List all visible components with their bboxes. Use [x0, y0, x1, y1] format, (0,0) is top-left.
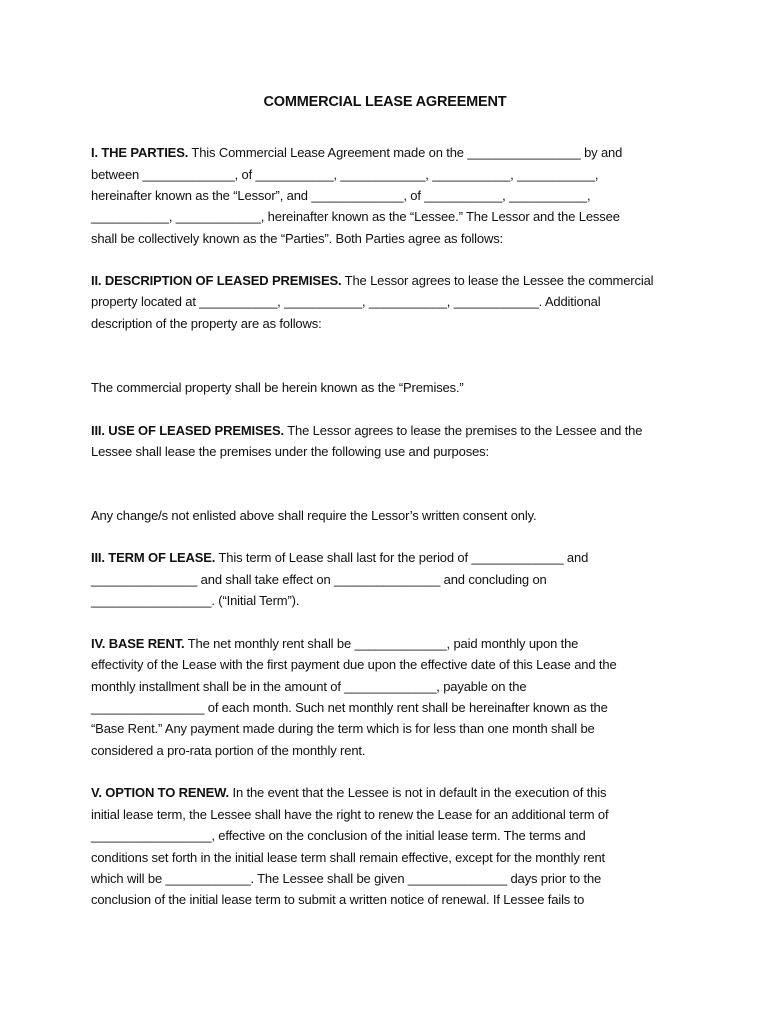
use-line-1: [91, 422, 642, 440]
use-line-2: Lessee shall lease the premises under the following use and purposes:: [91, 444, 489, 459]
description-line-2: property located at ___________, ___________, ___________, ____________. Additional: [91, 294, 601, 309]
description-line-4: The commercial property shall be herein known as the “Premises.”: [91, 380, 464, 395]
term-line-2: _______________ and shall take effect on _______________ and concluding on: [91, 572, 547, 587]
term-text-1: This term of Lease shall last for the period of _____________ and: [215, 550, 589, 565]
renew-line-6: conclusion of the initial lease term to submit a written notice of renewal. If Lessee fails to: [91, 892, 585, 907]
parties-heading: I. THE PARTIES.: [91, 145, 189, 160]
rent-line-6: considered a pro-rata portion of the monthly rent.: [91, 743, 366, 758]
term-heading: III. TERM OF LEASE.: [91, 550, 216, 565]
use-line-3: Any change/s not enlisted above shall require the Lessor’s written consent only.: [91, 508, 537, 523]
parties-line-5: shall be collectively known as the “Parties”. Both Parties agree as follows:: [91, 231, 504, 246]
parties-line-2: between _____________, of ___________, ____________, ___________, ___________,: [91, 167, 599, 182]
renew-heading: V. OPTION TO RENEW.: [91, 785, 230, 800]
parties-line-3: hereinafter known as the “Lessor”, and _____________, of ___________, ___________,: [91, 188, 591, 203]
rent-line-3: monthly installment shall be in the amount of _____________, payable on the: [91, 679, 527, 694]
description-line-1: [91, 272, 653, 290]
rent-line-5: “Base Rent.” Any payment made during the term which is for less than one month shall be: [91, 721, 595, 736]
parties-line-4: ___________, ____________, hereinafter known as the “Lessee.” The Lessor and the Lessee: [91, 209, 620, 224]
parties-line-1: [91, 144, 622, 162]
page-title: COMMERCIAL LEASE AGREEMENT: [263, 94, 507, 110]
term-line-3: _________________. (“Initial Term”).: [91, 593, 300, 608]
renew-line-2: initial lease term, the Lessee shall have the right to renew the Lease for an additional term of: [91, 807, 609, 822]
use-text-1: The Lessor agrees to lease the premises to the Lessee and the: [284, 423, 643, 438]
description-line-3: description of the property are as follows:: [91, 316, 322, 331]
renew-line-3: _________________, effective on the conclusion of the initial lease term. The terms and: [91, 828, 586, 843]
use-heading: III. USE OF LEASED PREMISES.: [91, 423, 285, 438]
renew-line-1: [91, 784, 606, 802]
description-heading: II. DESCRIPTION OF LEASED PREMISES.: [91, 273, 342, 288]
rent-line-4: ________________ of each month. Such net monthly rent shall be hereinafter known as the: [91, 700, 608, 715]
rent-heading: IV. BASE RENT.: [91, 636, 185, 651]
term-line-1: [91, 549, 588, 567]
rent-line-2: effectivity of the Lease with the first payment due upon the effective date of this Lease and the: [91, 657, 617, 672]
rent-line-1: [91, 635, 578, 653]
parties-text-1: This Commercial Lease Agreement made on the ________________ by and: [188, 145, 623, 160]
description-text-1: The Lessor agrees to lease the Lessee the commercial: [341, 273, 654, 288]
rent-text-1: The net monthly rent shall be _____________, paid monthly upon the: [184, 636, 579, 651]
renew-line-4: conditions set forth in the initial lease term shall remain effective, except for the monthly rent: [91, 850, 605, 865]
renew-line-5: which will be ____________. The Lessee shall be given ______________ days prior to the: [91, 871, 602, 886]
renew-text-1: In the event that the Lessee is not in default in the execution of this: [229, 785, 607, 800]
